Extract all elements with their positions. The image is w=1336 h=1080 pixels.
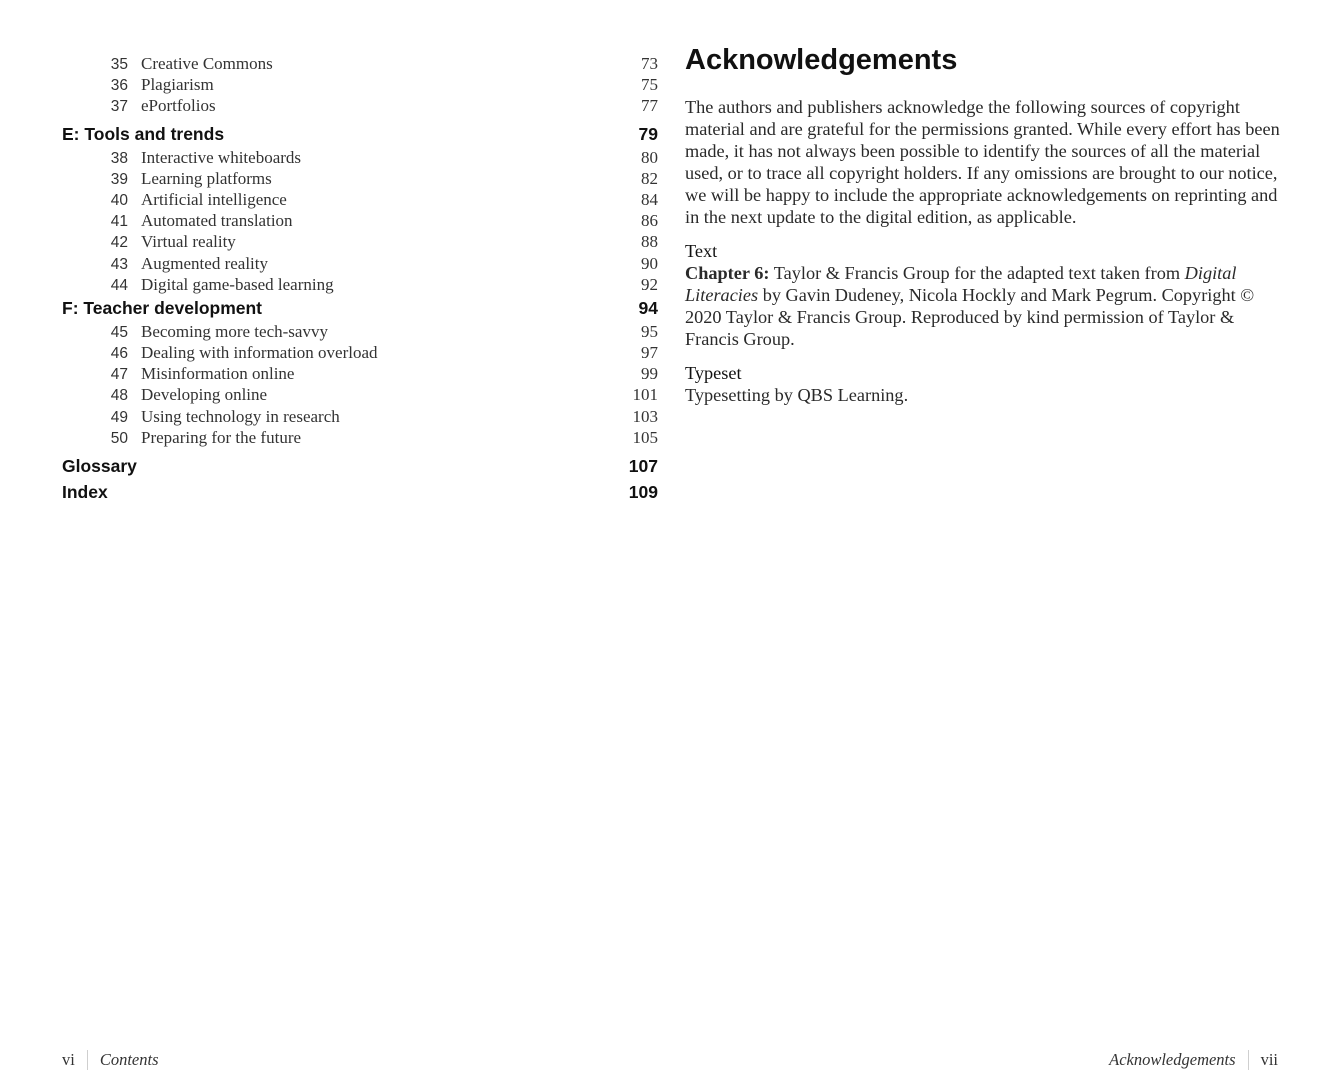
entry-title: Augmented reality <box>141 253 268 273</box>
glossary-page: 107 <box>628 455 658 476</box>
toc-entry[interactable] <box>62 211 658 232</box>
entry-title: Automated translation <box>141 211 293 231</box>
entry-title: Artificial intelligence <box>141 189 287 209</box>
entry-title: Becoming more tech-savvy <box>141 321 328 341</box>
entry-number: 40 <box>110 191 128 209</box>
toc-index[interactable] <box>62 479 658 505</box>
entry-page: 73 <box>641 54 658 73</box>
entry-page: 105 <box>632 427 658 447</box>
entry-title: Preparing for the future <box>141 427 302 447</box>
toc-entry[interactable] <box>62 254 658 275</box>
toc-section-f[interactable] <box>62 296 658 322</box>
toc-entry[interactable] <box>62 407 658 428</box>
acknowledgements-section <box>685 40 1285 406</box>
entry-page: 80 <box>641 147 658 167</box>
entry-page: 95 <box>641 321 658 341</box>
entry-number: 38 <box>110 149 128 167</box>
entry-number: 35 <box>110 56 128 73</box>
text-heading: Text <box>685 241 718 261</box>
entry-page: 103 <box>632 406 658 426</box>
entry-title: Plagiarism <box>141 75 214 95</box>
entry-number: 46 <box>110 345 128 363</box>
entry-number: 47 <box>110 366 128 384</box>
glossary-title: Glossary <box>62 455 137 476</box>
entry-number: 36 <box>110 77 128 95</box>
page-title: Acknowledgements <box>685 44 958 76</box>
section-page: 94 <box>638 298 658 319</box>
chapter-text-2: by Gavin Dudeney, Nicola Hockly and Mark Pegrum. Copyright © 2020 Taylor & Francis Group. Reproduced by kind permission of Taylor & Francis Group. <box>685 285 1255 349</box>
chapter-label: Chapter 6: <box>685 263 770 283</box>
toc-entry[interactable] <box>62 385 658 406</box>
left-footer <box>62 1050 171 1070</box>
toc-entry[interactable] <box>62 322 658 343</box>
left-running-head: Contents <box>99 1050 159 1069</box>
acknowledgements-page <box>668 0 1336 1080</box>
toc-entry[interactable] <box>62 364 658 385</box>
entry-title: ePortfolios <box>141 96 216 116</box>
entry-title: Digital game-based learning <box>141 274 334 294</box>
toc-entry[interactable] <box>62 75 658 96</box>
entry-number: 43 <box>110 255 128 273</box>
entry-number: 50 <box>110 429 128 447</box>
section-page: 79 <box>638 124 658 145</box>
entry-number: 39 <box>110 170 128 188</box>
index-title: Index <box>62 481 108 502</box>
entry-page: 92 <box>641 274 658 294</box>
entry-number: 48 <box>110 387 128 405</box>
entry-title: Virtual reality <box>141 232 236 252</box>
typeset-heading: Typeset <box>685 363 742 383</box>
right-folio: vii <box>1260 1050 1278 1069</box>
chapter-text-1: Taylor & Francis Group for the adapted text taken from <box>773 263 1181 283</box>
entry-number: 49 <box>110 408 128 426</box>
toc-entry[interactable] <box>62 275 658 296</box>
entry-number: 45 <box>110 323 128 341</box>
entry-title: Interactive whiteboards <box>141 147 302 167</box>
typeset-text: Typesetting by QBS Learning. <box>685 385 909 405</box>
toc-section-e[interactable] <box>62 122 658 148</box>
section-title: F: Teacher development <box>62 298 263 319</box>
entry-title: Misinformation online <box>141 364 295 384</box>
entry-page: 75 <box>641 75 658 95</box>
entry-title: Dealing with information overload <box>141 343 378 363</box>
entry-page: 86 <box>641 211 658 231</box>
toc-entry[interactable] <box>62 428 658 449</box>
right-running-head: Acknowledgements <box>1109 1050 1236 1069</box>
right-footer <box>1097 1050 1278 1070</box>
chapter-credit <box>685 262 1285 350</box>
entry-page: 99 <box>641 364 658 384</box>
entry-page: 77 <box>641 96 658 116</box>
entry-title: Using technology in research <box>141 406 340 426</box>
entry-number: 44 <box>110 276 128 294</box>
entry-number: 42 <box>110 234 128 252</box>
toc-entry[interactable] <box>62 343 658 364</box>
toc-entry[interactable] <box>62 169 658 190</box>
table-of-contents <box>62 54 658 505</box>
entry-page: 88 <box>641 232 658 252</box>
book-title: Digital Literacies <box>685 263 1237 305</box>
entry-title: Developing online <box>141 385 268 405</box>
index-page: 109 <box>628 481 658 502</box>
section-title: E: Tools and trends <box>62 124 225 145</box>
entry-page: 101 <box>632 385 658 405</box>
entry-page: 82 <box>641 168 658 188</box>
toc-entry[interactable] <box>62 148 658 169</box>
toc-entry[interactable] <box>62 54 658 75</box>
entry-page: 97 <box>641 343 658 363</box>
acknowledgements-intro: The authors and publishers acknowledge the following sources of copyright material and are grateful for the permissions granted. While every effort has been made, it has not always been possible to identify the sources of all the material used, or to trace all copyright holders. If any omissions are brought to our notice, we will be happy to include the appropriate acknowledgements on reprinting and in the next update to the digital edition, as applicable. <box>685 97 1280 227</box>
left-folio: vi <box>62 1050 75 1069</box>
entry-title: Creative Commons <box>141 54 273 73</box>
toc-entry[interactable] <box>62 190 658 211</box>
entry-page: 84 <box>641 189 658 209</box>
entry-number: 37 <box>110 98 128 116</box>
entry-title: Learning platforms <box>141 168 272 188</box>
toc-entry[interactable] <box>62 232 658 253</box>
toc-glossary[interactable] <box>62 453 658 479</box>
toc-entry[interactable] <box>62 96 658 117</box>
entry-page: 90 <box>641 253 658 273</box>
entry-number: 41 <box>110 213 128 231</box>
